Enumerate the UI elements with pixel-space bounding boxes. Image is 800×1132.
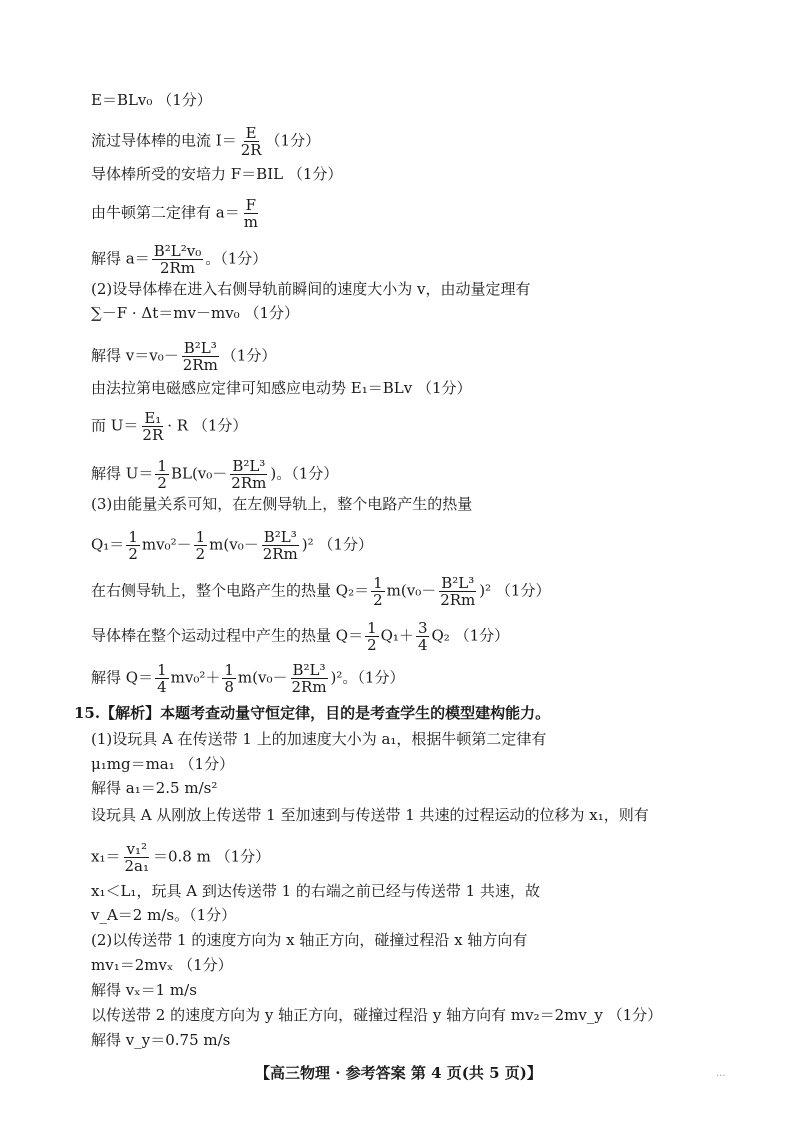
q15-part1-intro: (1)设玩具 A 在传送带 1 上的加速度大小为 a₁，根据牛顿第二定律有	[91, 730, 547, 748]
eq-newton: 由牛顿第二定律有 a＝ $\frac{F}{m}$	[91, 196, 258, 231]
comparison-text: x₁＜L₁，玩具 A 到达传送带 1 的右端之前已经与传送带 1 共速，故	[91, 882, 540, 900]
eq-heat-left: Q₁＝ $\frac{1}{2}$ mv₀²－ $\frac{1}{2}$ m(v₀－ $\frac{\text{B²L³}}{2Rm}$ )² （1分）	[91, 528, 373, 563]
fraction: $\frac{1}{8}$	[224, 661, 234, 696]
eq-velocity: 解得 v＝v₀－ $\frac{\text{B²L³}}{2Rm}$ （1分）	[91, 339, 277, 374]
eq-accel-value: 解得 a₁＝2.5 m/s²	[91, 779, 218, 797]
eq-acceleration: 解得 a＝ $\frac{\text{B²L²v₀}}{2Rm}$ 。（1分）	[91, 242, 268, 277]
displacement-intro: 设玩具 A 从刚放上传送带 1 至加速到与传送带 1 共速的过程运动的位移为 x₁，则有	[91, 806, 649, 824]
eq-momentum-x: mv₁＝2mvₓ （1分）	[91, 956, 233, 974]
eq-heat-rod: 导体棒在整个运动过程中产生的热量 Q＝ $\frac{1}{2}$ Q₁＋ $\frac{3}{4}$ Q₂ （1分）	[91, 619, 510, 654]
eq-displacement: x₁＝ $\frac{\text{v₁²}}{\text{2a₁}}$ ＝0.8 m （1分）	[91, 840, 271, 875]
part3-intro: (3)由能量关系可知，在左侧导轨上，整个电路产生的热量	[91, 495, 473, 513]
eq-momentum-y: 以传送带 2 的速度方向为 y 轴正方向，碰撞过程沿 y 轴方向有 mv₂＝2mv_y （1分）	[91, 1006, 663, 1024]
q15-part2-intro: (2)以传送带 1 的速度方向为 x 轴正方向，碰撞过程沿 x 轴方向有	[91, 931, 528, 949]
fraction: $\frac{\text{B²L³}}{2Rm}$	[440, 574, 476, 609]
eq-heat-right: 在右侧导轨上，整个电路产生的热量 Q₂＝ $\frac{1}{2}$ m(v₀－ $\frac{\text{B²L³}}{2Rm}$ )² （1分）	[91, 574, 551, 609]
fraction: $\frac{1}{2}$	[128, 528, 138, 563]
eq-current: 流过导体棒的电流 I＝ $\frac{E}{2R}$ （1分）	[91, 124, 321, 159]
eq-friction: μ₁mg＝ma₁ （1分）	[91, 755, 235, 773]
eq-faraday: 由法拉第电磁感应定律可知感应电动势 E₁＝BLv （1分）	[91, 379, 472, 397]
fraction: $\frac{3}{4}$	[417, 619, 428, 654]
eq-heat-result: 解得 Q＝ $\frac{1}{4}$ mv₀²＋ $\frac{1}{8}$ m(v₀－ $\frac{\text{B²L³}}{2Rm}$ )²。（1分）	[91, 661, 405, 696]
corner-mark: ...	[716, 1068, 726, 1079]
fraction: $\frac{\text{B²L³}}{2Rm}$	[231, 457, 267, 492]
page-footer: 【高三物理 · 参考答案 第 4 页(共 5 页)】	[255, 1064, 542, 1082]
eq-va: v_A＝2 m/s。（1分）	[91, 906, 237, 924]
fraction: $\frac{\text{B²L³}}{2Rm}$	[291, 661, 327, 696]
fraction: $\frac{\text{v₁²}}{\text{2a₁}}$	[124, 840, 149, 875]
eq-emf: E＝BLv₀ （1分）	[91, 91, 212, 109]
eq-vy: 解得 v_y＝0.75 m/s	[91, 1031, 231, 1049]
fraction: $\frac{\text{B²L²v₀}}{2Rm}$	[153, 242, 202, 277]
part2-intro: (2)设导体棒在进入右侧导轨前瞬间的速度大小为 v，由动量定理有	[91, 280, 531, 298]
fraction: $\frac{F}{m}$	[243, 196, 258, 231]
eq-momentum: ∑－F · Δt＝mv－mv₀ （1分）	[91, 304, 300, 322]
eq-vx: 解得 vₓ＝1 m/s	[91, 981, 197, 999]
fraction: $\frac{\text{B²L³}}{2Rm}$	[262, 528, 298, 563]
fraction: $\frac{\text{E₁}}{2R}$	[142, 409, 164, 444]
eq-voltage-result: 解得 U＝ $\frac{1}{2}$ BL(v₀－ $\frac{\text{B²L³}}{2Rm}$ )。（1分）	[91, 457, 339, 492]
eq-voltage: 而 U＝ $\frac{\text{E₁}}{2R}$ · R （1分）	[91, 409, 248, 444]
eq-ampere-force: 导体棒所受的安培力 F＝BIL （1分）	[91, 165, 343, 183]
fraction: $\frac{1}{2}$	[157, 457, 167, 492]
fraction: $\frac{1}{2}$	[373, 574, 383, 609]
fraction: $\frac{E}{2R}$	[240, 124, 262, 159]
fraction: $\frac{1}{4}$	[157, 661, 167, 696]
fraction: $\frac{1}{2}$	[367, 619, 377, 654]
q15-heading: 15.【解析】本题考查动量守恒定律，目的是考查学生的模型建构能力。	[74, 704, 551, 722]
fraction: $\frac{\text{B²L³}}{2Rm}$	[182, 339, 218, 374]
fraction: $\frac{1}{2}$	[195, 528, 206, 563]
